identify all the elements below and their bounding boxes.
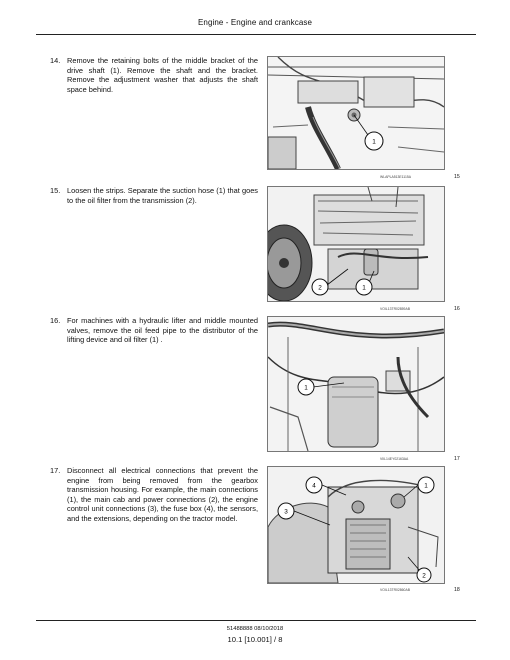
step-number: 17. (50, 466, 61, 475)
step-text: Loosen the strips. Separate the suction hose (1) that goes to the oil filter from the transmission (2). (67, 186, 258, 205)
step-number: 15. (50, 186, 61, 195)
footer-document-reference: 51488888 08/10/2018 (226, 626, 284, 632)
figure-code: VOIL13TR02859AB (380, 307, 410, 311)
footer-rule (36, 620, 476, 621)
callout-label: 3 (284, 508, 288, 516)
figure-code: VIIL14EY02163AA (380, 457, 409, 461)
step-text: Disconnect all electrical connections that prevent the engine from being removed from the gearbox transmission housing. For example, the main connections (1), the main cab and power connections (2), the engine control unit connections (3), the fuse box (4), the sensors, and the extensions, depending on the tractor model. (67, 466, 258, 523)
step-15 (50, 186, 260, 216)
figure-number: 18 (454, 587, 460, 593)
figure-code: WLAPLA513E1115A (380, 175, 411, 179)
figure-number: 15 (454, 174, 460, 180)
page-header-title: Engine - Engine and crankcase (197, 18, 313, 27)
step-number: 14. (50, 56, 61, 65)
figure-17-illustration (267, 316, 445, 452)
figure-15-illustration (267, 56, 445, 170)
step-text: For machines with a hydraulic lifter and middle mounted valves, remove the oil feed pipe to the distributor of the lifting device and oil filter (1) . (67, 316, 258, 345)
figure-code: VOIL13TR02860AB (380, 588, 410, 592)
figure-16-illustration (267, 186, 445, 302)
callout-label: 1 (362, 284, 366, 292)
footer-page-number: 10.1 [10.001] / 8 (227, 635, 283, 644)
header-rule (36, 34, 476, 35)
step-number: 16. (50, 316, 61, 325)
step-text: Remove the retaining bolts of the middle bracket of the drive shaft (1). Remove the shaft and the bracket. Remove the adjustment washer that adjusts the shaft space behind. (67, 56, 258, 94)
figure-number: 16 (454, 306, 460, 312)
callout-label: 1 (372, 138, 376, 146)
step-17 (50, 466, 260, 546)
step-14 (50, 56, 260, 106)
callout-label: 2 (422, 572, 426, 580)
step-16 (50, 316, 260, 366)
callout-label: 2 (318, 284, 322, 292)
callout-label: 1 (304, 384, 308, 392)
callout-label: 1 (424, 482, 428, 490)
figure-number: 17 (454, 456, 460, 462)
figure-18-illustration (267, 466, 445, 584)
callout-label: 4 (312, 482, 316, 490)
